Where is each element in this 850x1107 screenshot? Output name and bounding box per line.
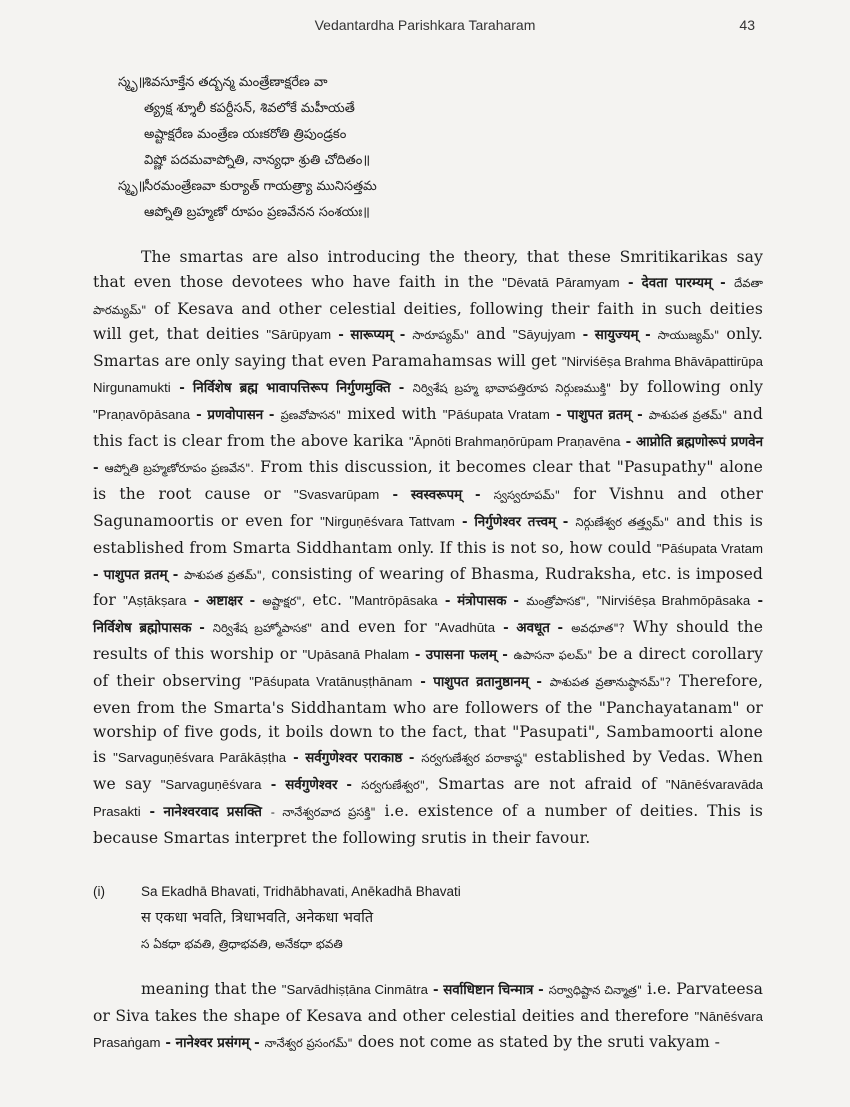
text-run: established by Vedas. When we say (93, 748, 764, 793)
verse-text: సీరమంత్రేణవా కుర్యాత్‌ గాయత్ర్యా మునిసత్తమ (144, 179, 377, 194)
text-run: of Kesava and other celestial deities, following their faith in such deities will get, that deities (93, 299, 763, 344)
sruti-roman: Sa Ekadhā Bhavati, Tridhābhavati, Anēkadhā Bhavati (141, 884, 461, 899)
text-run: Why should the results of this worship or (93, 618, 764, 663)
devanagari-term: - निर्विशेष ब्रह्म भावापत्तिरूप निर्गुणमुक्ति - (179, 380, 405, 396)
text-run: Therefore, even from the Smarta's Siddhantam who are followers of the "Panchayatanam" or worship of five gods, it boils down to the fact, that "Pasupati", Sambamoorti alone is (93, 671, 763, 767)
roman-term: "Aṣṭākṣara (123, 593, 187, 609)
roman-term: "Svasvarūpam (293, 487, 380, 503)
roman-term: "Sarvādhiṣṭāna Cinmātra (281, 982, 428, 997)
text-run: From this discussion, it becomes clear that "Pasupathy" alone is the root cause or (93, 458, 764, 504)
text-run: consisting of wearing of Bhasma, Rudraksha, etc. is imposed for (93, 564, 763, 610)
roman-term: "Mantrōpāsaka (349, 593, 438, 609)
sruti-devanagari: स एकधा भवति, त्रिधाभवति, अनेकधा भवति (141, 910, 374, 926)
roman-term: "Nānēśvaravāda Prasakti (93, 776, 763, 819)
verse-text: శివసూక్తేన తద్బన్మ మంత్రేణాక్షరేణ వా (144, 75, 328, 90)
telugu-term: సర్వగుణేశ్వర", (361, 777, 429, 792)
verse-text: విష్ణో పదమవాప్నోతి, నాన్యధా శ్రుతి చోదితం॥ (144, 153, 371, 168)
verse-label: స్మృ॥ (118, 179, 146, 194)
text-run: and this fact is clear from the above karika (93, 404, 763, 450)
telugu-term: పాశుపత వ్రతమ్" (648, 407, 728, 422)
telugu-term: నిర్విశేష బ్రహ్మ భావాపత్తిరూప నిర్గుణముక్తి" (412, 380, 612, 395)
verse-line (118, 96, 758, 122)
devanagari-term: - निर्गुणेश्वर तत्त्वम् - (462, 514, 569, 530)
sruti-roman-line (93, 879, 763, 905)
text-run: Smartas are not afraid of (437, 774, 657, 793)
verse-text: ఆప్నోతి బ్రహ్మణో రూపం ప్రణవేనన సంశయః॥ (144, 205, 370, 220)
roman-term: "Nirviśēṣa Brahma Bhāvāpattirūpa Nirgunamukti (93, 354, 763, 395)
roman-term: "Praṇavōpāsana (93, 406, 191, 422)
telugu-term: పాశుపత వ్రతానుష్ఠానమ్"? (549, 674, 671, 689)
telugu-term: నిర్విశేష బ్రహ్మోపాసక" (212, 621, 313, 636)
sruti-telugu-line (93, 931, 763, 957)
telugu-term: ఆప్నోతి బ్రహ్మణోరూపం ప్రణవేన". (104, 461, 255, 476)
verse-block (118, 70, 758, 226)
text-run: be a direct corollary of their observing (93, 644, 763, 690)
devanagari-term: - पाशुपत व्रतम् - (93, 567, 179, 583)
text-run: etc. (312, 591, 343, 610)
devanagari-term: - सर्वगुणेश्वर - (270, 777, 352, 793)
verse-text: త్య్రక్ష శ్శూలీ కపర్దీసన్‌, శివలోకే మహీయతే (144, 101, 355, 116)
telugu-term: సర్వాధిష్టాన చిన్మాత్ర" (548, 983, 643, 997)
devanagari-term: - पाशुपत व्रतानुष्ठानम् - (420, 674, 542, 690)
sruti-devanagari-line (93, 905, 763, 931)
devanagari-term: - नानेश्वरवाद प्रसक्ति (149, 804, 262, 820)
devanagari-term: - सारूप्यम् - (338, 328, 406, 344)
text-run: meaning that the (141, 980, 277, 998)
devanagari-term: - स्वस्वरूपम् - (392, 488, 481, 504)
devanagari-term: - पाशुपत व्रतम् - (555, 407, 643, 423)
roman-term: "Sarvaguṇēśvara (160, 776, 262, 792)
verse-line (118, 122, 758, 148)
telugu-term: సారూప్యమ్" (412, 328, 470, 343)
telugu-term: ప్రణవోపాసన" (280, 407, 342, 422)
roman-term: "Sārūpyam (266, 327, 332, 343)
telugu-term: స్వస్వరూపమ్" (493, 488, 561, 503)
telugu-term: పాశుపత వ్రతమ్", (183, 567, 266, 582)
verse-label: స్మృ॥ (118, 75, 146, 90)
devanagari-term: - मंत्रोपासक - (444, 594, 519, 610)
roman-term: "Pāśupata Vratam (442, 406, 550, 422)
verse-line (118, 200, 758, 226)
devanagari-term: - अष्टाक्षर - (193, 594, 256, 610)
text-run: i.e. Parvateesa or Siva takes the shape of Kesava and other celestial deities and therefore (93, 980, 763, 1025)
telugu-term: మంత్రోపాసక", (526, 594, 590, 609)
verse-line (118, 148, 758, 174)
text-run: and (476, 325, 506, 344)
roman-term: "Nirviśēṣa Brahmōpāsaka (596, 593, 751, 609)
roman-term: "Dēvatā Pāramyam (502, 274, 620, 290)
devanagari-term: - सर्वाधिष्टान चिन्मात्र - (432, 983, 544, 998)
sruti-quote-block (93, 879, 763, 957)
roman-term: "Pāśupata Vratam (656, 540, 764, 556)
text-run: i.e. existence of a number of deities. This is because Smartas interpret the following srutis in their favour. (93, 801, 763, 847)
text-run: only. Smartas are only saying that even Paramahamsas will get (93, 325, 763, 371)
sruti-telugu: స ఏకధా భవతి, త్రిధాభవతి, అనేకధా భవతి (141, 937, 343, 951)
telugu-term: సర్వగుణేశ్వర పరాకాష్ఠ" (421, 751, 528, 766)
text-run: for Vishnu and other Sagunamoortis or even for (93, 485, 764, 530)
text-run: and this is established from Smarta Siddhantam only. If this is not so, how could (93, 511, 764, 557)
roman-term: "Pāśupata Vratānuṣṭhānam (249, 673, 413, 689)
telugu-term: నానేశ్వర ప్రసంగమ్" (264, 1035, 353, 1050)
devanagari-term: - प्रणवोपासन - (196, 407, 275, 423)
roman-term: "Avadhūta (434, 620, 496, 636)
devanagari-term: - देवता पारम्यम् - (628, 275, 726, 291)
telugu-term: అవధూత"? (571, 621, 625, 636)
verse-line (118, 70, 758, 96)
text-run: The smartas are also introducing the theory, that these Smritikarikas say that even those devotees who have faith in the (93, 248, 763, 291)
page-number: 43 (739, 17, 755, 33)
devanagari-term: - उपासना फलम् - (414, 647, 508, 663)
text-run: does not come as stated by the sruti vakyam - (357, 1032, 720, 1051)
telugu-term: ఉపాసనా ఫలమ్" (513, 647, 593, 662)
devanagari-term: - नानेश्वर प्रसंगम् - (165, 1035, 260, 1051)
telugu-term: దేవతా పారమ్యమ్" (93, 275, 764, 317)
roman-term: "Nirguṇēśvara Tattvam (320, 513, 455, 529)
verse-line (118, 174, 758, 200)
devanagari-term: - निर्विशेष ब्रह्मोपासक - (93, 594, 764, 637)
devanagari-term: - सायुज्यम् - (582, 328, 651, 344)
devanagari-term: - सर्वगुणेश्वर पराकाष्ठ - (293, 751, 415, 767)
telugu-term: - నానేశ్వరవాద ప్రసక్తి" (270, 804, 376, 819)
main-paragraph (93, 245, 763, 850)
roman-term: "Nānēśvara Prasaṅgam (93, 1008, 763, 1050)
telugu-term: నిర్గుణేశ్వర తత్త్వమ్" (575, 514, 670, 529)
second-paragraph (93, 977, 763, 1056)
roman-term: "Āpnōti Brahmaṇōrūpam Praṇavēna (408, 433, 621, 449)
paragraph-1 (93, 245, 763, 850)
roman-term: "Upāsanā Phalam (302, 646, 410, 662)
running-header-title: Vedantardha Parishkara Taraharam (314, 17, 536, 33)
telugu-term: అష్టాక్షర", (262, 594, 306, 609)
roman-term: "Sarvaguṇēśvara Parākāṣṭha (113, 750, 287, 766)
text-run: by following only (619, 377, 763, 396)
telugu-term: సాయుజ్యమ్" (657, 328, 720, 343)
list-label: (i) (93, 884, 105, 899)
text-run: mixed with (347, 404, 437, 423)
paragraph-2 (93, 977, 763, 1056)
roman-term: "Sāyujyam (512, 327, 576, 343)
text-run: and even for (320, 618, 427, 637)
devanagari-term: - अवधूत - (503, 621, 564, 637)
devanagari-term: - आप्नोति ब्रह्मणोरूपं प्रणवेन - (93, 434, 764, 477)
verse-text: అష్టాక్షరేణ మంత్రేణ యఃకరోతి త్రిపుండ్రకం (144, 127, 347, 142)
